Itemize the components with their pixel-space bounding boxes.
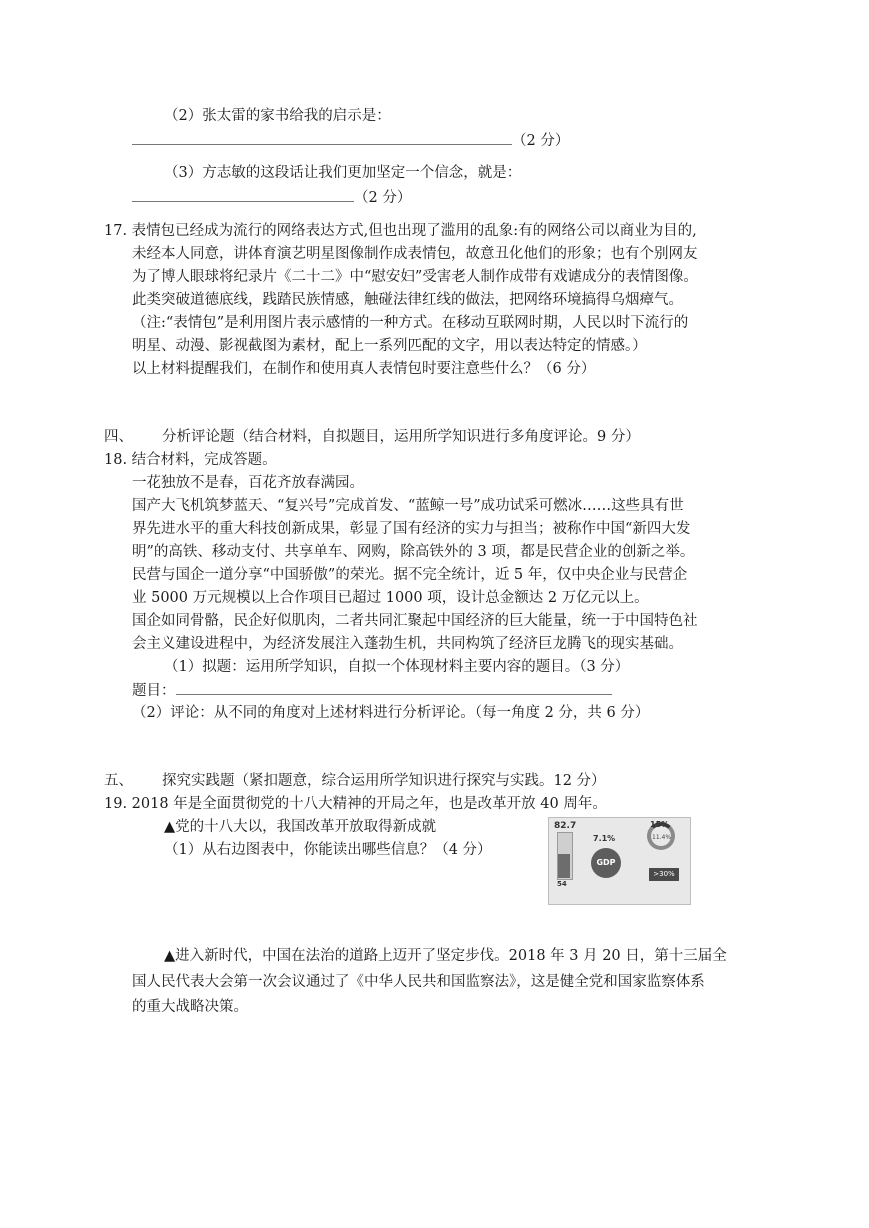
q19-bullet2-line: ▲进入新时代，中国在法治的道路上迈开了坚定步伐。2018 年 3 月 20 日，第十三届全 xyxy=(164,948,727,964)
figure-bar-fill xyxy=(558,854,570,878)
q18-line: 界先进水平的重大科技创新成果，彰显了国有经济的实力与担当；被称作中国“新四大发 xyxy=(132,521,691,537)
q16-part3-score: （2 分） xyxy=(354,190,412,206)
q18-line: 18. 结合材料，完成答题。 xyxy=(104,452,277,468)
q18-part1: （1）拟题：运用所学知识，自拟一个体现材料主要内容的题目。（3 分） xyxy=(164,659,630,675)
figure-bottom-value: 54 xyxy=(557,880,567,888)
section4-title: 分析评论题（结合材料，自拟题目，运用所学知识进行多角度评论。9 分） xyxy=(162,429,640,445)
gdp-infographic xyxy=(548,817,691,905)
figure-big-value: 82.7 xyxy=(554,821,577,831)
q18-line: 明”的高铁、移动支付、共享单车、网购，除高铁外的 3 项，都是民营企业的创新之举。 xyxy=(132,544,695,560)
section4-number: 四、 xyxy=(104,429,133,445)
gdp-circle-icon: GDP xyxy=(591,848,621,878)
q16-part3-prompt: （3）方志敏的这段话让我们更加坚定一个信念，就是： xyxy=(164,165,522,181)
q18-title-label: 题目： xyxy=(132,683,176,699)
q18-line: 民营与国企一道分享“中国骄傲”的荣光。据不完全统计，近 5 年，仅中央企业与民营企 xyxy=(132,567,688,583)
q16-part2-score: （2 分） xyxy=(512,133,570,149)
q18-line: 国企如同骨骼，民企好似肌肉，二者共同汇聚起中国经济的巨大能量，统一于中国特色社 xyxy=(132,613,698,629)
answer-blank[interactable] xyxy=(132,187,354,202)
q18-title-row xyxy=(132,680,612,701)
q19-intro: 19. 2018 年是全面贯彻党的十八大精神的开局之年，也是改革开放 40 周年。 xyxy=(104,796,607,812)
figure-ring-inner: 11.4% xyxy=(652,834,672,841)
figure-tag: >30% xyxy=(649,868,679,881)
section5-title: 探究实践题（紧扣题意，综合运用所学知识进行探究与实践。12 分） xyxy=(162,773,606,789)
section5-number: 五、 xyxy=(104,773,133,789)
q17-note-line: （注:“表情包”是利用图片表示感情的一种方式。在移动互联网时期，人民以时下流行的 xyxy=(132,315,689,331)
figure-growth-value: 7.1% xyxy=(593,834,616,843)
q19-bullet2-line: 国人民代表大会第一次会议通过了《中华人民共和国监察法》，这是健全党和国家监察体系 xyxy=(132,974,705,990)
q19-bullet1: ▲党的十八大以，我国改革开放取得新成就 xyxy=(164,819,437,835)
q19-bullet2-line: 的重大战略决策。 xyxy=(132,999,248,1015)
q19-part1: （1）从右边图表中，你能读出哪些信息？（4 分） xyxy=(164,842,492,858)
q17-line: 为了博人眼球将纪录片《二十二》中“慰安妇”受害老人制作成带有戏谑成分的表情图像。 xyxy=(132,269,698,285)
q16-part2-prompt: （2）张太雷的家书给我的启示是： xyxy=(164,108,391,124)
answer-blank[interactable] xyxy=(132,130,512,145)
q17-question: 以上材料提醒我们，在制作和使用真人表情包时要注意些什么？（6 分） xyxy=(132,361,596,377)
q16-part3-answer-row xyxy=(132,187,411,208)
q18-part2: （2）评论：从不同的角度对上述材料进行分析评论。（每一角度 2 分，共 6 分） xyxy=(132,705,650,721)
q17-line: 此类突破道德底线，践踏民族情感，触碰法律红线的做法，把网络环境搞得乌烟瘴气。 xyxy=(132,292,683,308)
figure-ring-value: 15% xyxy=(650,820,670,829)
q17-note-line: 明星、动漫、影视截图为素材，配上一系列匹配的文字，用以表达特定的情感。） xyxy=(132,338,647,354)
q18-line: 会主义建设进程中，为经济发展注入蓬勃生机，共同构筑了经济巨龙腾飞的现实基础。 xyxy=(132,636,683,652)
title-answer-blank[interactable] xyxy=(176,680,612,695)
q18-line: 国产大飞机筑梦蓝天、“复兴号”完成首发、“蓝鲸一号”成功试采可燃冰……这些具有世 xyxy=(132,498,684,514)
q16-part2-answer-row xyxy=(132,130,569,151)
q17-line: 未经本人同意，讲体育演艺明星图像制作成表情包，故意丑化他们的形象；也有个别网友 xyxy=(132,246,698,262)
q18-line: 业 5000 万元规模以上合作项目已超过 1000 项，设计总金额达 2 万亿元以上。 xyxy=(132,590,649,606)
q18-line: 一花独放不是春，百花齐放春满园。 xyxy=(132,475,364,491)
q17-line: 17. 表情包已经成为流行的网络表达方式,但也出现了滥用的乱象:有的网络公司以商业为目的, xyxy=(104,223,697,239)
